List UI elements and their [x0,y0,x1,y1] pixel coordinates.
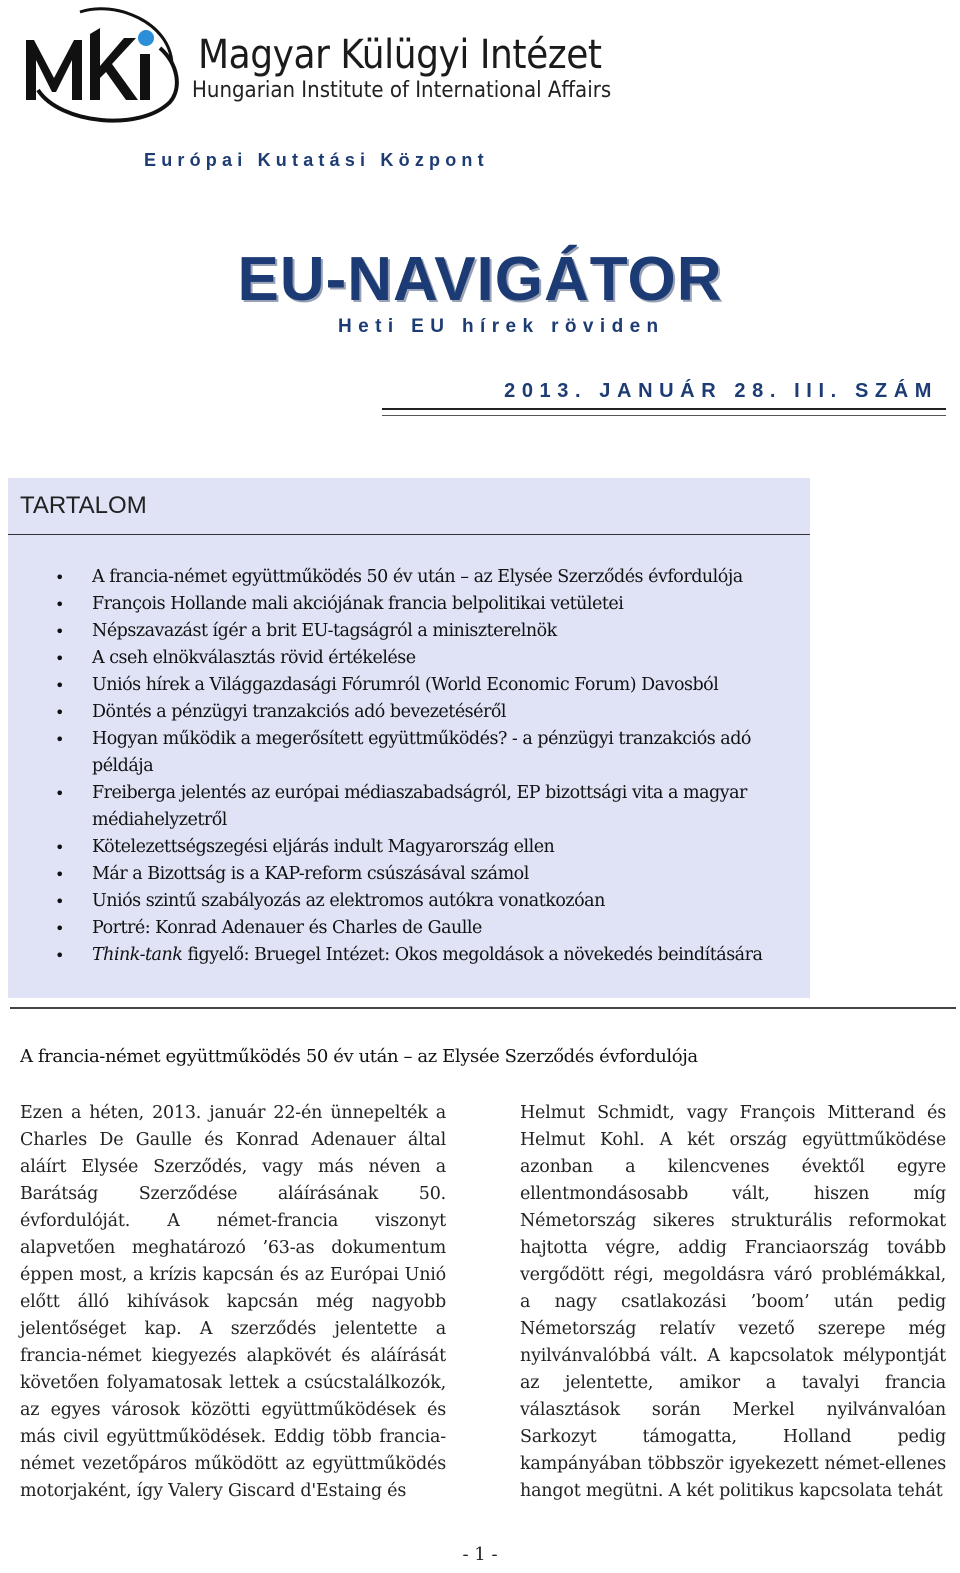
newsletter-subtitle: Heti EU hírek röviden [338,316,665,337]
logo-org-name-english: Hungarian Institute of International Affairs [192,78,612,103]
toc-item-text: Uniós hírek a Világgazdasági Fórumról (World Economic Forum) Davosból [92,675,719,695]
bullet-icon: • [55,649,64,668]
bullet-icon: • [55,703,64,722]
article-column-right [520,1100,946,1505]
toc-divider [8,534,810,535]
toc-item[interactable] [52,726,792,780]
bullet-icon: • [55,892,64,911]
toc-item-text: Népszavazást ígér a brit EU-tagságról a miniszterelnök [92,621,557,641]
bullet-icon: • [55,946,64,965]
toc-item-text: François Hollande mali akciójának francia belpolitikai vetületei [92,594,624,614]
toc-item-text: figyelő: Bruegel Intézet: Okos megoldások a növekedés beindítására [182,945,763,965]
institute-logo [20,4,610,128]
research-center-name: Európai Kutatási Központ [144,150,489,170]
toc-item-text: Freiberga jelentés az európai médiaszabadságról, EP bizottsági vita a magyar médiahelyzetről [92,783,747,830]
bullet-icon: • [55,676,64,695]
toc-item-text: Már a Bizottság is a KAP-reform csúszásával számol [92,864,529,884]
bullet-icon: • [55,838,64,857]
bullet-icon: • [55,919,64,938]
toc-item[interactable] [52,699,792,726]
header-divider [382,408,946,410]
toc-item-italic-text: Think-tank [92,945,183,965]
mki-logo-mark [20,4,185,128]
header-divider-thin [382,415,946,416]
page-number: - 1 - [462,1544,498,1565]
toc-item[interactable] [52,672,792,699]
toc-heading: TARTALOM [20,492,147,519]
newsletter-title: EU-NAVIGÁTOR [237,245,723,314]
toc-item-text: Portré: Konrad Adenauer és Charles de Gaulle [92,918,482,938]
toc-item[interactable] [52,942,792,969]
article-paragraph: Ezen a héten, 2013. január 22-én ünnepelték a Charles De Gaulle és Konrad Adenauer által aláírt Elysée Szerződés, vagy más néven a Barátság Szerződése aláírásának 50. évfordulóját. A német-francia viszonyt alapvetően meghatározó ’63-as dokumentum éppen most, a krízis kapcsán és az Európai Unió előtt álló kihívások kapcsán még nagyobb jelentőséget kap. A szerződés jelentette a francia-német kiegyezés alapkövét és aláírását követően folyamatosak lettek a csúcstalálkozók, az egyes városok közötti együttműködések és más civil együttműködések. Eddig több francia-német vezetőpáros működött az együttműködés motorjaként, így Valery Giscard d'Estaing és [20,1103,446,1501]
toc-item[interactable] [52,591,792,618]
table-of-contents [8,478,810,998]
section-divider [10,1007,956,1009]
toc-item[interactable] [52,645,792,672]
article-paragraph: Helmut Schmidt, vagy François Mitterand és Helmut Kohl. A két ország együttműködése azonban a kilencvenes évektől egyre ellentmondásosabb vált, hiszen míg Németország sikeres strukturális reformokat hajtotta végre, addig Franciaország tovább vergődött régi, megoldásra váró problémákkal, a nagy csatlakozási ’boom’ után pedig Németország relatív vezető szerepe még nyilvánvalóbbá vált. A kapcsolatok mélypontját az jelentette, amikor a tavalyi francia választások során Merkel nyilvánvalóan Sarkozyt támogatta, Holland pedig kampányában többször igyekezett német-ellenes hangot megütni. A két politikus kapcsolata tehát [520,1103,946,1501]
bullet-icon: • [55,595,64,614]
toc-item-text: Uniós szintű szabályozás az elektromos autókra vonatkozóan [92,891,605,911]
toc-item[interactable] [52,780,792,834]
toc-item[interactable] [52,888,792,915]
toc-item[interactable] [52,564,792,591]
toc-list [52,564,792,969]
article-column-left [20,1100,446,1505]
bullet-icon: • [55,622,64,641]
toc-item-text: Kötelezettségszegési eljárás indult Magyarország ellen [92,837,555,857]
bullet-icon: • [55,730,64,749]
toc-item-text: Döntés a pénzügyi tranzakciós adó bevezetéséről [92,702,507,722]
toc-item-text: A francia-német együttműködés 50 év után – az Elysée Szerződés évfordulója [92,567,743,587]
bullet-icon: • [55,568,64,587]
toc-item[interactable] [52,915,792,942]
bullet-icon: • [55,865,64,884]
toc-item-text: A cseh elnökválasztás rövid értékelése [92,648,416,668]
logo-org-name: Magyar Külügyi Intézet [198,32,602,78]
toc-item[interactable] [52,861,792,888]
issue-date: 2013. JANUÁR 28. III. SZÁM [504,380,938,402]
toc-item[interactable] [52,834,792,861]
toc-item[interactable] [52,618,792,645]
toc-item-text: Hogyan működik a megerősített együttműködés? - a pénzügyi tranzakciós adó példája [92,729,751,776]
bullet-icon: • [55,784,64,803]
article-title: A francia-német együttműködés 50 év után – az Elysée Szerződés évfordulója [20,1046,698,1067]
